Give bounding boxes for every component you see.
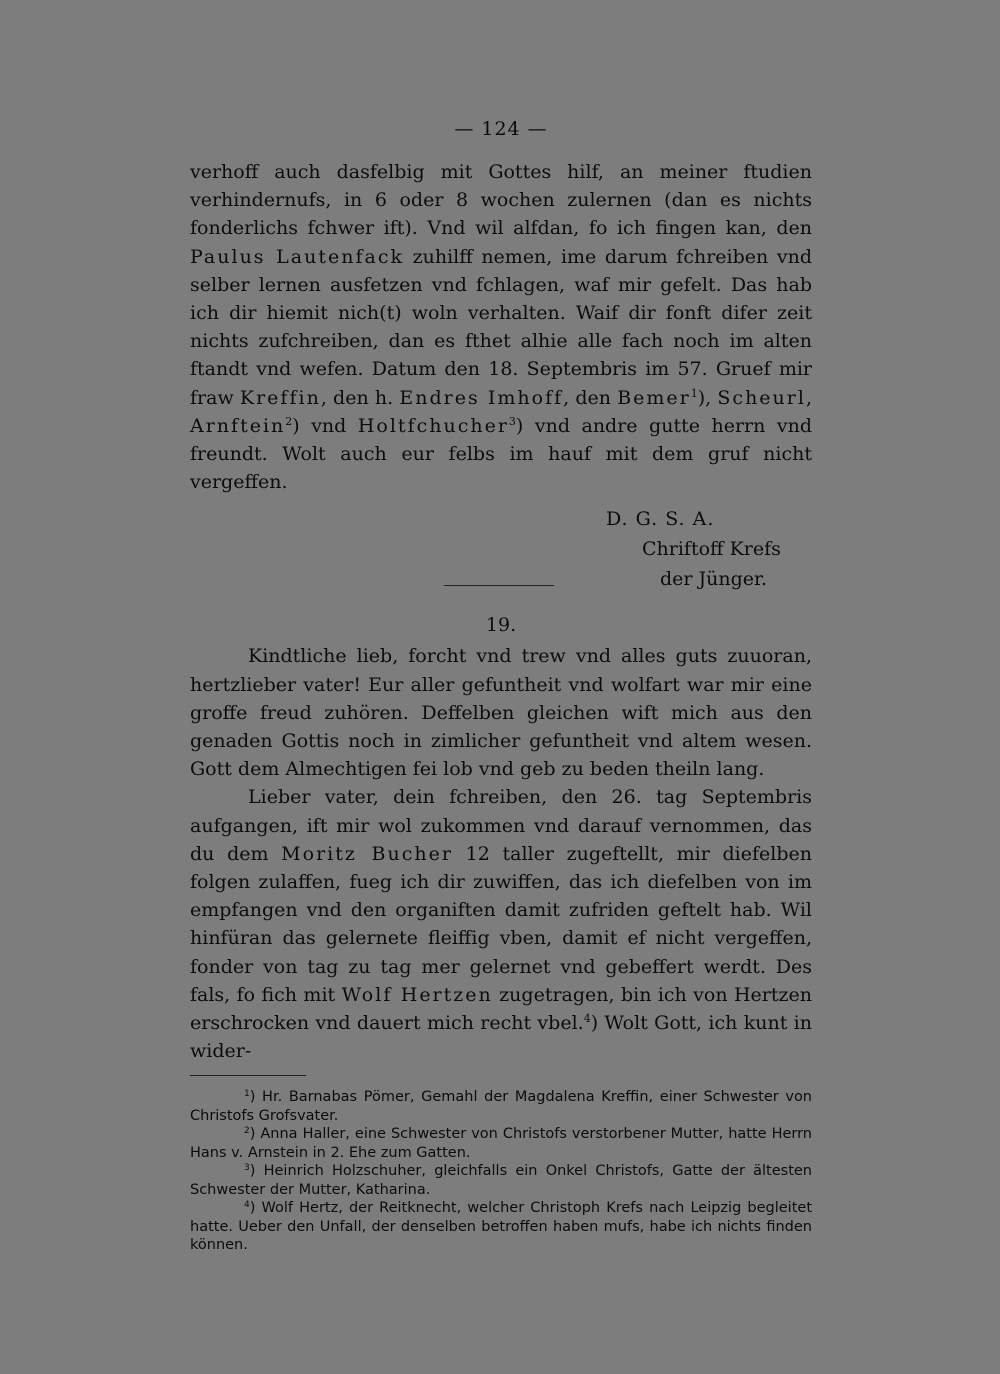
name-holtschucher: Holtfchucher <box>357 414 509 437</box>
signature-suffix: der Jünger. <box>660 568 768 591</box>
footnote-4: $^4$) Wolf Hertz, der Reitknecht, welcher Christoph Krefs nach Leipzig begleitet hatte. Ueber den Unfall, der denselben betroffen haben mufs, habe ich nichts finden können. <box>190 1200 812 1254</box>
footnote-3: $^3$) Heinrich Holzschuher, gleichfalls ein Onkel Christofs, Gatte der ältesten Schwester der Mutter, Katharina. <box>190 1163 812 1198</box>
name-endres-imhoff: Endres Imhoff <box>399 386 564 409</box>
book-page <box>190 118 812 1255</box>
signature-name: Chriftoff Krefs <box>642 538 781 561</box>
footnote-ref-4: 4 <box>583 1012 591 1026</box>
name-bemer: Bemer <box>617 386 691 409</box>
letter-18-text: verhoff auch dasfelbig mit Gottes hilf, an meiner ftudien verhindernufs, in 6 oder 8 wochen zulernen (dan es nichts fonderlichs fchwer ift). Vnd wil alfdan, fo ich fingen kan, den Paulus Lautenfack zuhilff nemen, ime darum fchreiben vnd selber lernen ausfetzen vnd fchlagen, waf mir gefelt. Das hab ich dir hiemit nich(t) woln verhalten. Waif dir fonft difer zeit nichts zufchreiben, dan es fthet alhie alle fach noch im alten ftandt vnd wefen. Datum den 18. Septembris im 57. Gruef mir fraw Kreffin, den h. Endres Imhoff, den Bemer$^1$), Scheurl, Arnftein$^2$) vnd Holtfchucher$^3$) vnd andre gutte herrn vnd freundt. Wolt auch eur felbs im hauf mit dem gruf nicht vergeffen. <box>190 161 813 494</box>
name-scheurl: Scheurl <box>717 386 806 409</box>
footnote-1: $^1$) Hr. Barnabas Pömer, Gemahl der Magdalena Kreffin, einer Schwester von Christofs Grofsvater. <box>190 1089 812 1124</box>
name-wolf-hertzen: Wolf Hertzen <box>341 983 493 1006</box>
name-paulus-lautenfack: Paulus Lautenfack <box>190 245 404 268</box>
letter-19-paragraph-1: Kindtliche lieb, forcht vnd trew vnd alles guts zuuoran, hertzlieber vater! Eur aller gefuntheit vnd wolfart war mir eine groffe freud zuhören. Deffelben gleichen wift mich aus den genaden Gottis noch in zimlicher gefuntheit vnd altem wesen. Gott dem Almechtigen fei lob vnd geb zu beden theiln lang. <box>190 645 812 781</box>
name-kreffin: Kreffin <box>239 386 321 409</box>
footnote-rule <box>190 1075 306 1076</box>
footnote-2: $^2$) Anna Haller, eine Schwester von Christofs verstorbener Mutter, hatte Herrn Hans v. Arnstein in 2. Ehe zum Gatten. <box>190 1126 812 1161</box>
footnotes <box>190 1088 812 1255</box>
letter-number: 19. <box>485 614 517 637</box>
page-number: — 124 — <box>454 118 548 140</box>
name-moritz-bucher: Moritz Bucher <box>281 842 453 865</box>
letter-19-paragraph-2: Lieber vater, dein fchreiben, den 26. tag Septembris aufgangen, ift mir wol zukommen vnd darauf vernommen, das du dem Moritz Bucher 12 taller zugeftellt, mir diefelben folgen zulaffen, fueg ich dir zuwiffen, das ich diefelben von im empfangen vnd den organiften damit zufriden geftelt hab. Wil hinfüran das gelernete fleiffig vben, damit ef nicht vergeffen, fonder von tag zu tag mer gelernet vnd gebeffert werdt. Des fals, fo fich mit Wolf Hertzen zugetragen, bin ich von Hertzen erschrocken vnd dauert mich recht vbel.$^4$) Wolt Gott, ich kunt in wider- <box>190 786 812 1063</box>
footnote-ref-1: 1 <box>690 386 698 400</box>
letter-separator <box>444 585 554 586</box>
footnote-ref-2: 2 <box>285 414 293 428</box>
name-arnstein: Arnftein <box>190 414 286 437</box>
signature-block <box>604 504 812 594</box>
signature-initials: D. G. S. A. <box>606 508 715 531</box>
footnote-ref-3: 3 <box>508 414 516 428</box>
